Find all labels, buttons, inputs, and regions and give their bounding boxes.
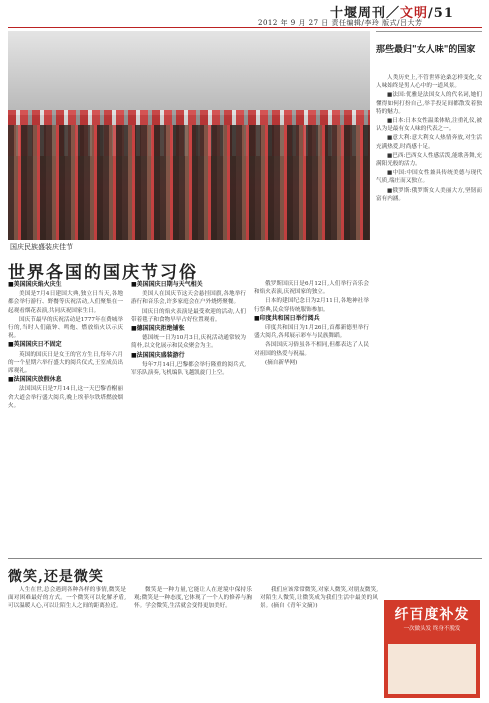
celebration-photo	[8, 31, 370, 240]
sidebar-paragraph: ■俄罗斯:俄罗斯女人美丽大方,坚韧而富有内涵。	[376, 187, 482, 202]
section-subheading: ■英国国庆日不固定	[8, 341, 62, 349]
header-title-sep: ／	[386, 6, 401, 21]
bottom-column-3	[260, 586, 378, 698]
header-section: 文明	[400, 6, 429, 21]
paragraph: 德国统一日为10月3日,庆祝活动通常较为简朴,以文化展示和民众聚会为主。	[131, 335, 246, 350]
sidebar-paragraph: 人类历史上,不管世界沧桑怎样变化,女人味始终是男人心中的一道风景。	[376, 75, 482, 90]
section-divider	[8, 558, 482, 559]
article-column-2	[131, 280, 246, 555]
sidebar-paragraph: ■法国:优雅是法国女人的代名词,她们懂得如何打扮自己,举手投足间都散发着独特的魅力。	[376, 92, 482, 115]
advertisement[interactable]	[384, 600, 480, 698]
paragraph: 法国国庆日是7月14日,这一天巴黎香榭丽舍大道会举行盛大阅兵,晚上埃菲尔铁塔燃放烟火。	[8, 386, 123, 409]
paragraph: (摘自新华网)	[265, 359, 298, 366]
paragraph: 国庆日的焰火表演是最受欢迎的活动,人们带着毯子和食物早早占好位置观看。	[131, 308, 246, 323]
bottom-col1-text: 人生在世,总会遇到各种各样的事情,微笑是面对困难最好的方式。一个微笑可以化解矛盾,可以温暖人心,可以让陌生人之间的距离拉近。	[8, 587, 126, 610]
paragraph: 俄罗斯国庆日是6月12日,人们举行音乐会和焰火表演,庆祝国家的独立。	[254, 281, 369, 296]
bottom-col2-text: 微笑是一种力量,它能让人在逆境中保持乐观;微笑是一种态度,它体现了一个人的修养与胸怀。学会微笑,生活就会变得更加美好。	[134, 587, 252, 610]
bottom-column-1	[8, 586, 126, 698]
section-subheading: ■美国国庆焰火庆生	[8, 281, 62, 288]
paragraph: 美国人在国庆节这天会悬挂国旗,各地举行游行和音乐会,许多家庭会在户外烧烤聚餐。	[131, 291, 246, 306]
sidebar-text	[376, 74, 482, 552]
bottom-column-2	[134, 586, 252, 698]
sidebar-paragraph: ■巴西:巴西女人性感活泼,能歌善舞,充满阳光般的活力。	[376, 152, 482, 168]
photo-crowd	[8, 125, 370, 240]
sidebar-paragraph: ■日本:日本女性温柔体贴,注重礼仪,被认为是最有女人味的代表之一。	[376, 118, 482, 133]
bottom-col3-text: 我们应该常常微笑,对家人微笑,对朋友微笑,对陌生人微笑,让微笑成为我们生活中最美的风景。(摘自《青年文摘》)	[260, 587, 378, 610]
paragraph: 每年7月14日,巴黎都会举行隆重的阅兵式,军乐队演奏,飞机编队飞越凯旋门上空。	[131, 361, 246, 377]
sidebar-paragraph: ■意大利:意大利女人热情奔放,对生活充满热爱,时尚感十足。	[376, 135, 482, 150]
photo-sky	[8, 31, 370, 115]
header-rule	[8, 27, 482, 28]
photo-caption: 国庆民族盛装庆佳节	[10, 243, 73, 251]
sidebar-paragraph: ■中国:中国女性兼具传统美德与现代气质,端庄而又独立。	[376, 170, 482, 185]
header-title-a: 十堰周刊	[330, 6, 387, 21]
paragraph: 日本的建国纪念日为2月11日,各地神社举行祭典,民众穿传统服饰参加。	[254, 298, 369, 313]
article-title: 世界各国的国庆节习俗	[8, 263, 198, 283]
section-subheading: ■法国国庆盛装游行	[131, 351, 185, 359]
header-subline: 2012 年 9 月 27 日 责任编辑/李玲 版式/吕大芳	[258, 19, 423, 27]
sidebar-title: 那些最归"女人味"的国家	[376, 45, 476, 55]
bottom-article-title: 微笑,还是微笑	[8, 569, 104, 585]
paragraph: 英国的国庆日是女王的官方生日,每年六月的一个星期六举行盛大的阅兵仪式,王室成员出席观礼。	[8, 351, 123, 375]
paragraph: 印度共和国日为1月26日,首都新德里举行盛大阅兵,各邦展示彩车与民族舞蹈。	[254, 325, 369, 340]
sidebar-rule	[376, 31, 482, 32]
paragraph: 各国国庆习俗虽各不相同,但都表达了人民对祖国的热爱与祝福。	[254, 342, 369, 357]
article-column-3	[254, 280, 369, 555]
section-subheading: ■印度共和国日举行阅兵	[254, 314, 320, 322]
section-subheading: ■法国国庆放假休息	[8, 376, 62, 384]
section-subheading: ■德国国庆拒绝铺张	[131, 325, 185, 333]
paragraph: 国庆节最早的庆祝活动是1777年在费城举行的,当时人们敲钟、鸣炮、燃放焰火以示庆祝。	[8, 316, 123, 340]
ad-title: 纤百度补发	[394, 607, 470, 623]
header-page-number: /51	[428, 6, 454, 21]
paragraph: 美国是7月4日建国大典,独立日当天,各地都会举行游行、野餐等庆祝活动,人们聚集在一起观看烟花表演,共同庆祝国家生日。	[8, 291, 123, 314]
article-column-1	[8, 280, 123, 555]
ad-subtitle: 一次做头发 终身不脱发	[403, 626, 461, 632]
ad-image	[388, 644, 476, 694]
section-subheading: ■美国国庆日期与天气相关	[131, 281, 203, 288]
